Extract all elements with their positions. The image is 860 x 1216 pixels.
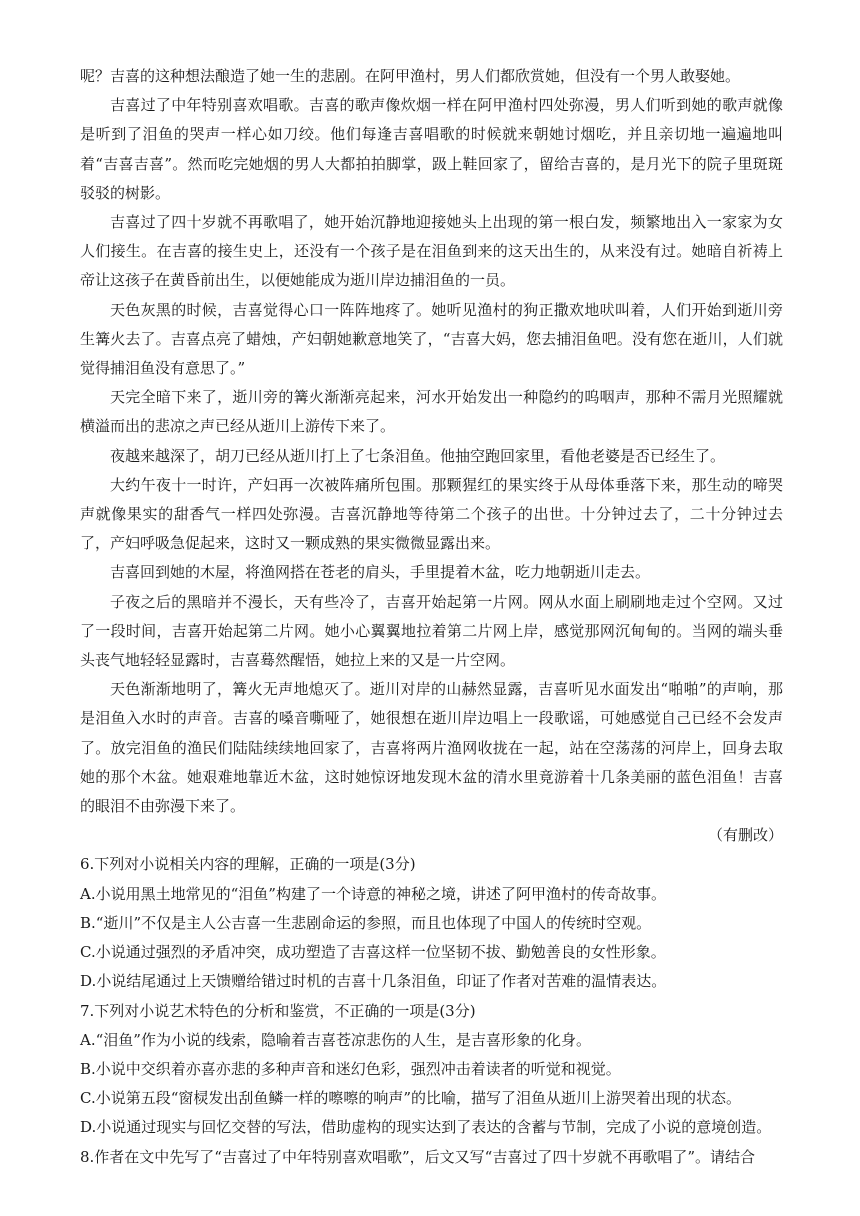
passage-paragraph: 子夜之后的黑暗并不漫长，天有些冷了，吉喜开始起第一片网。网从水面上刷刷地走过个空网。又过了一段时间，吉喜开始起第二片网。她小心翼翼地拉着第二片网上岸，感觉那网沉甸甸的。当网的端头垂头丧气地轻轻显露时，吉喜蓦然醒悟，她拉上来的又是一片空网。 <box>80 592 783 670</box>
passage-paragraph: 天色灰黑的时候，吉喜觉得心口一阵阵地疼了。她听见渔村的狗正撒欢地吠叫着，人们开始到逝川旁生篝火去了。吉喜点亮了蜡烛，产妇朝她歉意地笑了，“吉喜大妈，您去捕泪鱼吧。没有您在逝川，人们就觉得捕泪鱼没有意思了。” <box>80 300 783 378</box>
option-a: A.小说用黑土地常见的“泪鱼”构建了一个诗意的神秘之境，讲述了阿甲渔村的传奇故事。 <box>80 884 666 903</box>
question-6 <box>80 850 783 996</box>
passage-paragraph: 夜越来越深了，胡刀已经从逝川打上了七条泪鱼。他抽空跑回家里，看他老婆是否已经生了。 <box>110 446 726 465</box>
option-c: C.小说通过强烈的矛盾冲突，成功塑造了吉喜这样一位坚韧不拔、勤勉善良的女性形象。 <box>80 943 666 962</box>
option-b: B.“逝川”不仅是主人公吉喜一生悲剧命运的参照，而且也体现了中国人的传统时空观。 <box>80 913 652 932</box>
question-stem: 6.下列对小说相关内容的理解，正确的一项是(3分) <box>80 855 416 874</box>
passage-paragraph: 吉喜回到她的木屋，将渔网搭在苍老的肩头，手里提着木盆，吃力地朝逝川走去。 <box>110 563 651 582</box>
passage-paragraph: 大约午夜十一时许，产妇再一次被阵痛所包围。那颗猩红的果实终于从母体垂落下来，那生动的啼哭声就像果实的甜香气一样四处弥漫。吉喜沉静地等待第二个孩子的出世。十分钟过去了，二十分钟过去了，产妇呼吸急促起来，这时又一颗成熟的果实微微显露出来。 <box>80 475 783 553</box>
question-7 <box>80 997 783 1143</box>
question-8 <box>80 1143 783 1172</box>
exam-page <box>80 62 783 1172</box>
question-stem: 8.作者在文中先写了“吉喜过了中年特别喜欢唱歌”，后文又写“吉喜过了四十岁就不再歌唱了”。请结合 <box>80 1147 755 1166</box>
option-a: A.“泪鱼”作为小说的线索，隐喻着吉喜苍凉悲伤的人生，是吉喜形象的化身。 <box>80 1030 591 1049</box>
question-stem: 7.下列对小说艺术特色的分析和鉴赏，不正确的一项是(3分) <box>80 1001 476 1020</box>
option-d: D.小说结尾通过上天馈赠给错过时机的吉喜十几条泪鱼，印证了作者对苦难的温情表达。 <box>80 972 667 991</box>
passage-paragraph: 吉喜过了中年特别喜欢唱歌。吉喜的歌声像炊烟一样在阿甲渔村四处弥漫，男人们听到她的歌声就像是听到了泪鱼的哭声一样心如刀绞。他们每逢吉喜唱歌的时候就来朝她讨烟吃，并且亲切地一遍遍地叫着“吉喜吉喜”。然而吃完她烟的男人大都拍拍脚掌，趿上鞋回家了，留给吉喜的，是月光下的院子里斑斑驳驳的树影。 <box>80 96 783 202</box>
passage <box>80 62 783 850</box>
passage-paragraph: 呢？吉喜的这种想法酿造了她一生的悲剧。在阿甲渔村，男人们都欣赏她，但没有一个男人敢娶她。 <box>80 67 741 85</box>
passage-paragraph: 天色渐渐地明了，篝火无声地熄灭了。逝川对岸的山赫然显露，吉喜听见水面发出“啪啪”的声响，那是泪鱼入水时的声音。吉喜的嗓音嘶哑了，她很想在逝川岸边唱上一段歌谣，可她感觉自己已经不会发声了。放完泪鱼的渔民们陆陆续续地回家了，吉喜将两片渔网收拢在一起，站在空荡荡的河岸上，回身去取她的那个木盆。她艰难地靠近木盆，这时她惊讶地发现木盆的清水里竟游着十几条美丽的蓝色泪鱼！吉喜的眼泪不由弥漫下来了。 <box>80 680 783 816</box>
option-b: B.小说中交织着亦喜亦悲的多种声音和迷幻色彩，强烈冲击着读者的听觉和视觉。 <box>80 1059 621 1078</box>
option-c: C.小说第五段“窗棂发出刮鱼鳞一样的嚓嚓的响声”的比喻，描写了泪鱼从逝川上游哭着出现的状态。 <box>80 1089 742 1108</box>
passage-paragraph: 天完全暗下来了，逝川旁的篝火渐渐亮起来，河水开始发出一种隐约的呜咽声，那种不需月光照耀就横溢而出的悲凉之声已经从逝川上游传下来了。 <box>80 388 783 436</box>
passage-paragraph: 吉喜过了四十岁就不再歌唱了，她开始沉静地迎接她头上出现的第一根白发，频繁地出入一家家为女人们接生。在吉喜的接生史上，还没有一个孩子是在泪鱼到来的这天出生的，从来没有过。她暗自祈祷上帝让这孩子在黄昏前出生，以便她能成为逝川岸边捕泪鱼的一员。 <box>80 213 783 290</box>
option-d: D.小说通过现实与回忆交替的写法，借助虚构的现实达到了表达的含蓄与节制，完成了小说的意境创造。 <box>80 1118 772 1137</box>
source-note: （有删改） <box>707 826 783 845</box>
